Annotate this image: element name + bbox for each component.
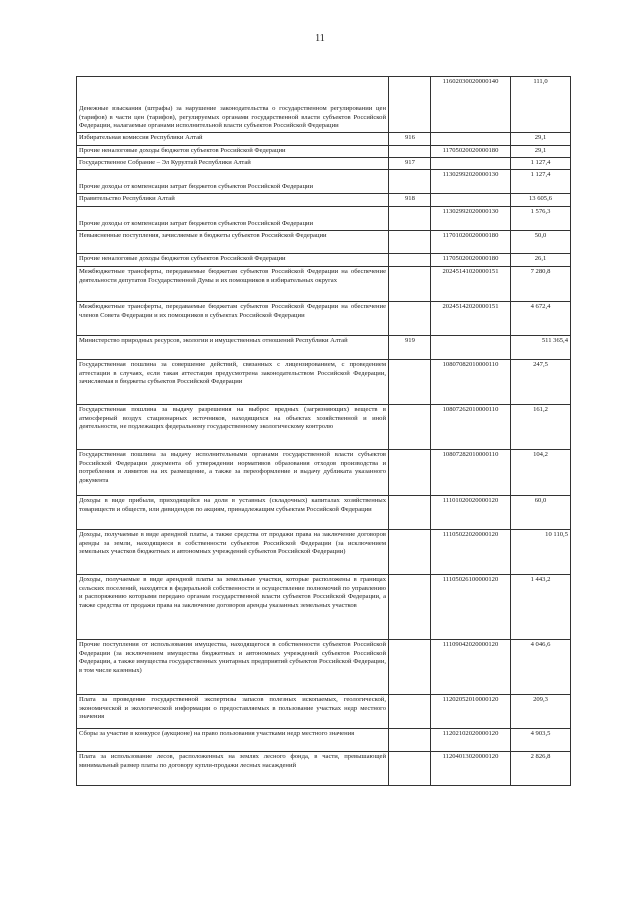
- row-name: Межбюджетные трансферты, передаваемые бюджетам субъектов Российской Федерации на обеспечение членов Совета Федерации и их помощников в субъектах Российской Федерации: [77, 302, 389, 336]
- row-name: Прочие поступления от использования имущества, находящегося в собственности субъектов Российской Федерации (за исключением имущества бюджетных и автономных учреждений субъектов Российской Федерации, а также имущества государственных унитарных предприятий субъектов Российской Федерации, в том числе казенных): [77, 640, 389, 695]
- row-revenue-code: 11109042020000120: [431, 640, 511, 695]
- row-amount: 4 903,5: [511, 729, 571, 752]
- row-amount: 111,0: [511, 77, 571, 133]
- row-amount: 209,3: [511, 695, 571, 729]
- row-revenue-code: [431, 158, 511, 170]
- row-admin-code: [389, 496, 431, 530]
- table-row: [77, 405, 571, 450]
- row-amount: 29,1: [511, 146, 571, 158]
- row-name: Невыясненные поступления, зачисляемые в бюджеты субъектов Российской Федерации: [77, 231, 389, 254]
- table-row: [77, 170, 571, 194]
- row-name: Денежные взыскания (штрафы) за нарушение законодательства о государственном регулировании цен (тарифов) в части цен (тарифов), регулируемых органами государственной власти субъектов Российской Федерации, налагаемые органами исполнительной власти субъектов Российской Федерации: [77, 77, 389, 133]
- table-row: [77, 530, 571, 575]
- row-name: Сборы за участие в конкурсе (аукционе) на право пользования участками недр местного значения: [77, 729, 389, 752]
- row-name: Плата за использование лесов, расположенных на землях лесного фонда, в части, превышающей минимальный размер платы по договору купли-продажи лесных насаждений: [77, 752, 389, 786]
- row-amount: 1 127,4: [511, 170, 571, 194]
- row-name: Государственная пошлина за совершение действий, связанных с лицензированием, с проведением аттестации в случаях, если такая аттестация предусмотрена законодательством Российской Федерации, зачисляемая в бюджеты субъектов Российской Федерации: [77, 360, 389, 405]
- row-name: Прочие неналоговые доходы бюджетов субъектов Российской Федерации: [77, 254, 389, 267]
- row-revenue-code: 20245141020000151: [431, 267, 511, 302]
- table-row: [77, 695, 571, 729]
- revenue-table: [76, 76, 571, 786]
- table-row: [77, 496, 571, 530]
- table-row: [77, 360, 571, 405]
- row-name: Прочие доходы от компенсации затрат бюджетов субъектов Российской Федерации: [77, 170, 389, 194]
- row-amount: 1 576,3: [511, 207, 571, 231]
- table-row: [77, 752, 571, 786]
- row-admin-code: [389, 146, 431, 158]
- row-admin-code: [389, 450, 431, 496]
- row-admin-code: [389, 302, 431, 336]
- row-admin-code: [389, 77, 431, 133]
- row-name: Избирательная комиссия Республики Алтай: [77, 133, 389, 146]
- row-admin-code: 918: [389, 194, 431, 207]
- table-row: [77, 231, 571, 254]
- row-revenue-code: 11202102020000120: [431, 729, 511, 752]
- row-revenue-code: 11705020020000180: [431, 146, 511, 158]
- row-admin-code: [389, 752, 431, 786]
- table-row: [77, 207, 571, 231]
- row-revenue-code: 11105026100000120: [431, 575, 511, 640]
- row-revenue-code: 11602030020000140: [431, 77, 511, 133]
- table-row: [77, 77, 571, 133]
- row-name: Доходы, получаемые в виде арендной платы за земельные участки, которые расположены в границах сельских поселений, находятся в федеральной собственности и осуществление полномочий по управлению и распоряжению которыми передано органам государственной власти субъектов Российской Федерации, а также средства от продажи права на заключение договоров аренды указанных земельных участков: [77, 575, 389, 640]
- row-name: Плата за проведение государственной экспертизы запасов полезных ископаемых, геологической, экономической и экологической информации о предоставляемых в пользование участках недр местного значения: [77, 695, 389, 729]
- row-amount: 161,2: [511, 405, 571, 450]
- row-name: Правительство Республики Алтай: [77, 194, 389, 207]
- row-admin-code: [389, 207, 431, 231]
- row-revenue-code: 11204013020000120: [431, 752, 511, 786]
- row-revenue-code: [431, 336, 511, 360]
- row-admin-code: 917: [389, 158, 431, 170]
- row-amount: 29,1: [511, 133, 571, 146]
- row-revenue-code: 20245142020000151: [431, 302, 511, 336]
- row-admin-code: 919: [389, 336, 431, 360]
- row-amount: 4 046,6: [511, 640, 571, 695]
- row-admin-code: [389, 267, 431, 302]
- row-name: Государственная пошлина за выдачу исполнительными органами государственной власти субъектов Российской Федерации документа об утверждении нормативов образования отходов производства и потребления и лимитов на их размещение, а также за переоформление и выдачу дубликата указанного документа: [77, 450, 389, 496]
- row-admin-code: [389, 640, 431, 695]
- row-name: Доходы, получаемые в виде арендной платы, а также средства от продажи права на заключение договоров аренды за земли, находящиеся в собственности субъектов Российской Федерации (за исключением земельных участков бюджетных и автономных учреждений субъектов Российской Федерации): [77, 530, 389, 575]
- table-row: [77, 336, 571, 360]
- table-row: [77, 254, 571, 267]
- row-revenue-code: 10807082010000110: [431, 360, 511, 405]
- row-amount: 26,1: [511, 254, 571, 267]
- row-admin-code: 916: [389, 133, 431, 146]
- page-number: 11: [315, 33, 325, 44]
- row-amount: 4 672,4: [511, 302, 571, 336]
- row-name: Межбюджетные трансферты, передаваемые бюджетам субъектов Российской Федерации на обеспечение деятельности депутатов Государственной Думы и их помощников в избирательных округах: [77, 267, 389, 302]
- row-admin-code: [389, 695, 431, 729]
- row-revenue-code: 10807262010000110: [431, 405, 511, 450]
- table-row: [77, 450, 571, 496]
- row-admin-code: [389, 575, 431, 640]
- row-amount: 10 110,5: [511, 530, 571, 575]
- row-revenue-code: 11701020020000180: [431, 231, 511, 254]
- row-amount: 13 605,6: [511, 194, 571, 207]
- row-revenue-code: 11302992020000130: [431, 170, 511, 194]
- row-name: Доходы в виде прибыли, приходящейся на доли в уставных (складочных) капиталах хозяйственных товариществ и обществ, или дивидендов по акциям, принадлежащим субъектам Российской Федерации: [77, 496, 389, 530]
- table-row: [77, 158, 571, 170]
- row-name: Государственное Собрание – Эл Курултай Республики Алтай: [77, 158, 389, 170]
- row-amount: 1 443,2: [511, 575, 571, 640]
- row-revenue-code: 10807282010000110: [431, 450, 511, 496]
- row-admin-code: [389, 360, 431, 405]
- row-revenue-code: 11105022020000120: [431, 530, 511, 575]
- row-amount: 2 826,8: [511, 752, 571, 786]
- row-admin-code: [389, 170, 431, 194]
- table-row: [77, 267, 571, 302]
- row-amount: 247,5: [511, 360, 571, 405]
- row-amount: 511 365,4: [511, 336, 571, 360]
- row-revenue-code: 11101020020000120: [431, 496, 511, 530]
- row-name: Прочие доходы от компенсации затрат бюджетов субъектов Российской Федерации: [77, 207, 389, 231]
- row-admin-code: [389, 729, 431, 752]
- row-name: Министерство природных ресурсов, экологии и имущественных отношений Республики Алтай: [77, 336, 389, 360]
- table-row: [77, 575, 571, 640]
- table-row: [77, 729, 571, 752]
- row-amount: 60,0: [511, 496, 571, 530]
- table-row: [77, 640, 571, 695]
- row-revenue-code: [431, 133, 511, 146]
- row-admin-code: [389, 231, 431, 254]
- row-revenue-code: [431, 194, 511, 207]
- row-admin-code: [389, 530, 431, 575]
- row-amount: 50,0: [511, 231, 571, 254]
- row-name: Прочие неналоговые доходы бюджетов субъектов Российской Федерации: [77, 146, 389, 158]
- table-row: [77, 194, 571, 207]
- row-amount: 104,2: [511, 450, 571, 496]
- table-row: [77, 146, 571, 158]
- row-revenue-code: 11302992020000130: [431, 207, 511, 231]
- row-amount: 7 280,8: [511, 267, 571, 302]
- row-revenue-code: 11202052010000120: [431, 695, 511, 729]
- row-admin-code: [389, 254, 431, 267]
- row-name: Государственная пошлина за выдачу разрешения на выброс вредных (загрязняющих) веществ в атмосферный воздух стационарных источников, находящихся на объектах хозяйственной и иной деятельности, не подлежащих федеральному государственному экологическому контролю: [77, 405, 389, 450]
- row-revenue-code: 11705020020000180: [431, 254, 511, 267]
- table-row: [77, 302, 571, 336]
- row-amount: 1 127,4: [511, 158, 571, 170]
- row-admin-code: [389, 405, 431, 450]
- table-row: [77, 133, 571, 146]
